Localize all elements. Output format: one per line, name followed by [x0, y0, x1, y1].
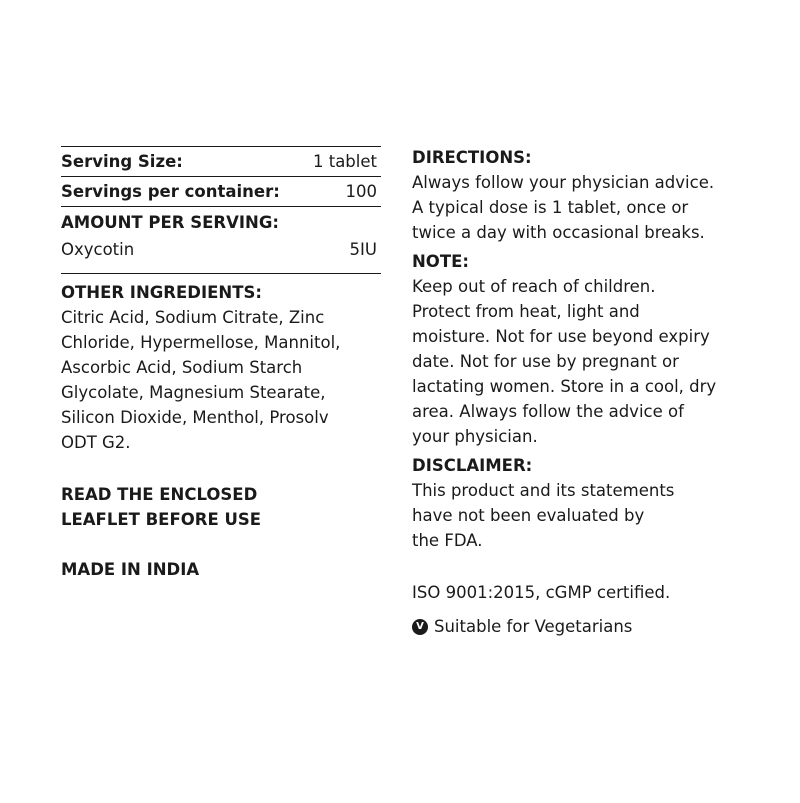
- read-leaflet-warning: READ THE ENCLOSED LEAFLET BEFORE USE: [61, 485, 262, 529]
- disclaimer-section: [412, 453, 757, 553]
- serving-size-value: 1 tablet: [312, 152, 377, 171]
- other-ingredients-section: [61, 280, 381, 455]
- directions-text: Always follow your physician advice. A typical dose is 1 tablet, once or twice a day with occasional breaks.: [412, 173, 715, 242]
- servings-per-container-label: Servings per container:: [61, 182, 280, 201]
- servings-per-container-value: 100: [345, 182, 377, 201]
- made-in-label: MADE IN INDIA: [61, 560, 200, 579]
- bottom-rule: [61, 273, 381, 274]
- disclaimer-text: This product and its statements have not been evaluated by the FDA.: [412, 481, 675, 550]
- note-section: [412, 249, 757, 449]
- other-ingredients-title: OTHER INGREDIENTS:: [61, 283, 262, 302]
- vegetarian-badge: [412, 614, 757, 639]
- certification-text: ISO 9001:2015, cGMP certified.: [412, 583, 671, 602]
- serving-size-row: [61, 147, 381, 176]
- left-column: [61, 146, 381, 582]
- nutrient-name: Oxycotin: [61, 239, 135, 259]
- disclaimer-title: DISCLAIMER:: [412, 456, 533, 475]
- vegetarian-label: Suitable for Vegetarians: [434, 617, 633, 636]
- amount-per-serving-heading: AMOUNT PER SERVING:: [61, 213, 279, 232]
- vegetarian-icon: V: [412, 619, 428, 635]
- note-text: Keep out of reach of children. Protect from heat, light and moisture. Not for use beyond expiry date. Not for use by pregnant or lactating women. Store in a cool, dry area. Always follow the advice of your physician.: [412, 277, 717, 446]
- note-title: NOTE:: [412, 252, 469, 271]
- nutrient-amount: 5IU: [349, 239, 377, 259]
- nutrient-row: [61, 238, 381, 260]
- serving-size-label: Serving Size:: [61, 152, 183, 171]
- right-column: [412, 145, 757, 639]
- servings-per-container-row: [61, 177, 381, 206]
- directions-section: [412, 145, 757, 245]
- directions-title: DIRECTIONS:: [412, 148, 532, 167]
- other-ingredients-text: Citric Acid, Sodium Citrate, Zinc Chloride, Hypermellose, Mannitol, Ascorbic Acid, Sodium Starch Glycolate, Magnesium Stearate, Silicon Dioxide, Menthol, Prosolv ODT G2.: [61, 308, 341, 452]
